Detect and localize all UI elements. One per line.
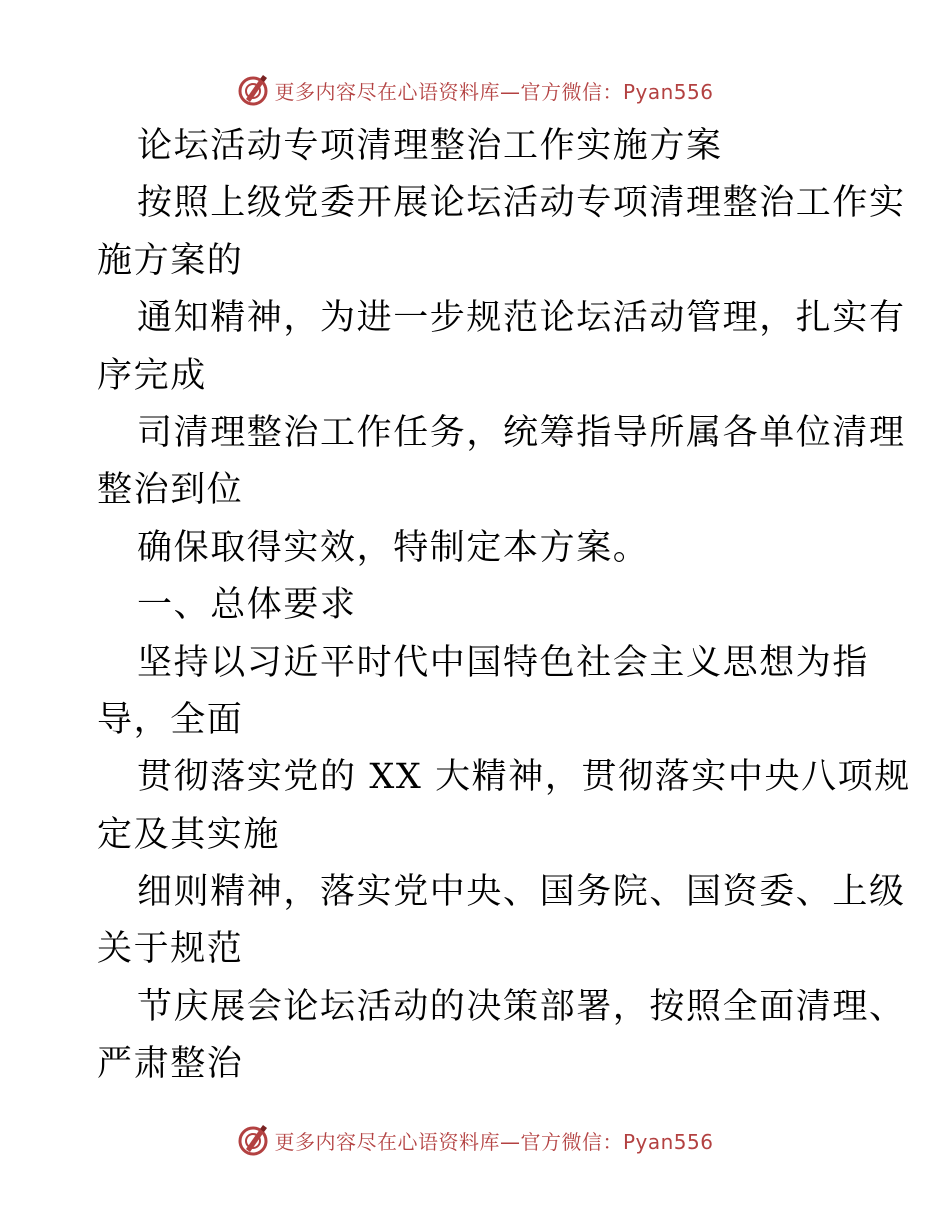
document-line: 确保取得实效，特制定本方案。 (137, 527, 650, 568)
footer-banner (0, 1120, 950, 1160)
document-line: 严肃整治 (97, 1044, 244, 1085)
document-line: 通知精神，为进一步规范论坛活动管理，扎实有 (137, 298, 906, 339)
pen-logo-icon (236, 1123, 270, 1157)
document-line: 一、总体要求 (137, 585, 357, 626)
document-body (97, 118, 911, 1094)
document-line: 贯彻落实党的 XX 大精神，贯彻落实中央八项规 (137, 757, 911, 798)
header-banner (0, 70, 950, 110)
footer-banner-text: 更多内容尽在心语资料库—官方微信：Pyan556 (274, 1129, 714, 1154)
document-line: 论坛活动专项清理整治工作实施方案 (137, 126, 723, 166)
document-line: 序完成 (97, 355, 207, 396)
header-banner-text: 更多内容尽在心语资料库—官方微信：Pyan556 (274, 79, 714, 104)
pen-logo-icon (236, 73, 270, 107)
document-line: 施方案的 (97, 240, 244, 281)
document-line: 司清理整治工作任务，统筹指导所属各单位清理 (137, 412, 906, 453)
document-line: 按照上级党委开展论坛活动专项清理整治工作实 (137, 183, 906, 224)
document-line: 导，全面 (97, 699, 244, 740)
document-line: 定及其实施 (97, 814, 281, 855)
document-line: 关于规范 (97, 929, 244, 970)
document-line: 坚持以习近平时代中国特色社会主义思想为指 (137, 642, 870, 683)
document-line: 整治到位 (97, 470, 244, 511)
document-line: 节庆展会论坛活动的决策部署，按照全面清理、 (137, 986, 906, 1027)
document-line: 细则精神，落实党中央、国务院、国资委、上级 (137, 872, 906, 913)
